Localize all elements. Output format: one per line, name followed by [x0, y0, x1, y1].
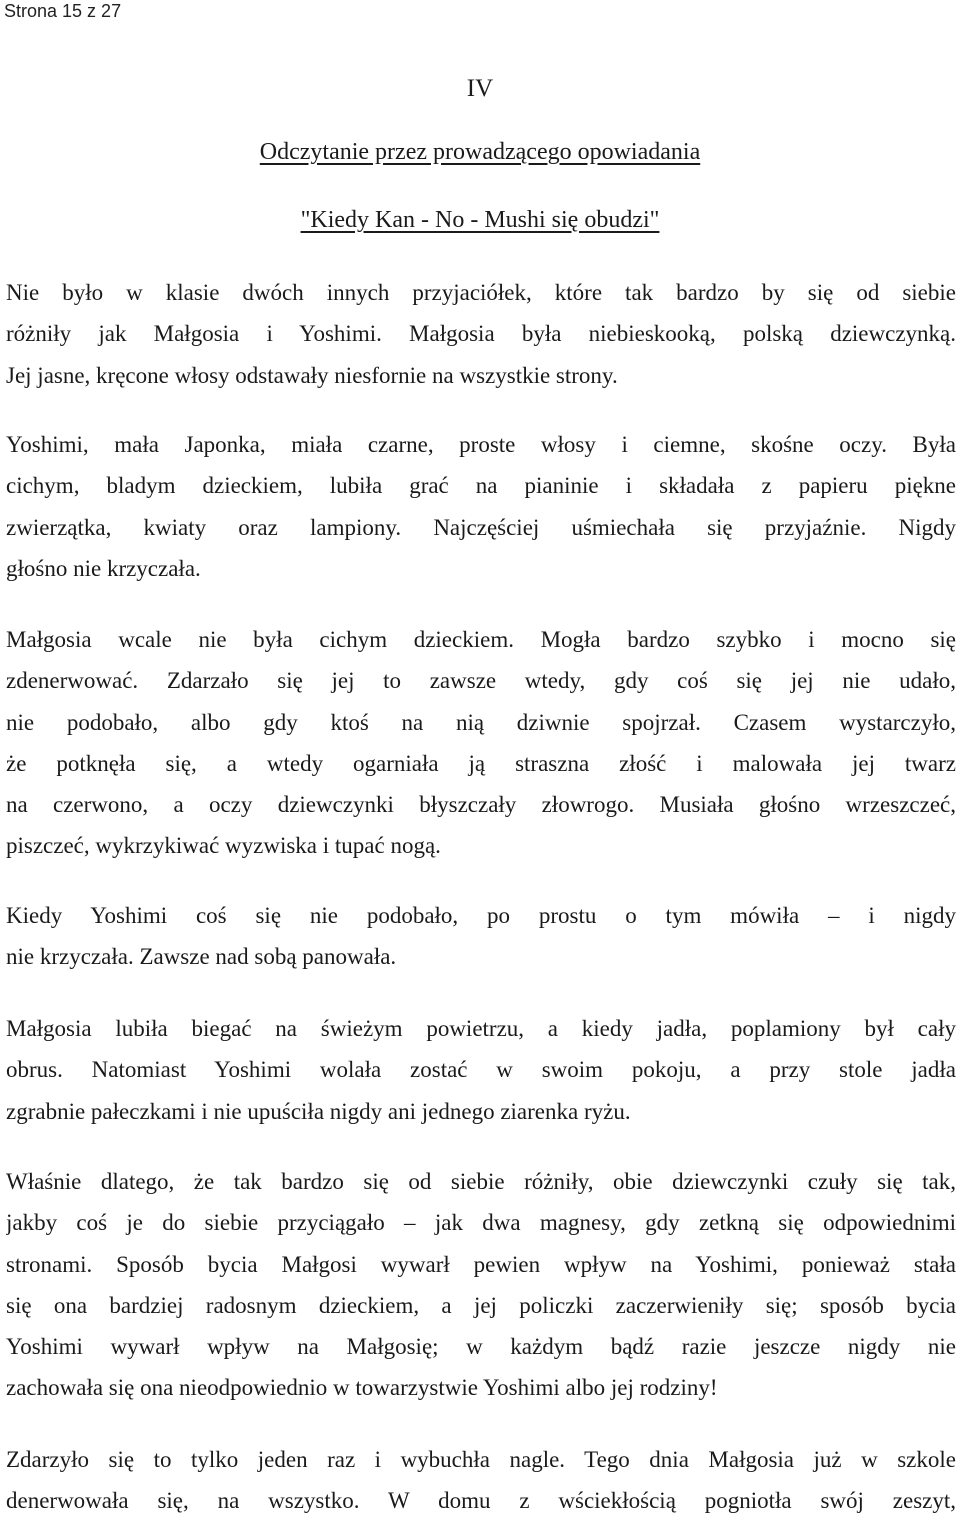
text-line: że potknęła się, a wtedy ogarniała ją straszna złość i malowała jej twarz — [6, 750, 956, 776]
text-line: obrus. Natomiast Yoshimi wolała zostać w swoim pokoju, a przy stole jadła — [6, 1057, 956, 1083]
text-line: Małgosia lubiła biegać na świeżym powietrzu, a kiedy jadła, poplamiony był cały — [6, 1016, 956, 1041]
document-title: Odczytanie przez prowadzącego opowiadania — [259, 139, 701, 165]
text-line: się ona bardziej radosnym dzieckiem, a jej policzki zaczerwieniły się; sposób bycia — [6, 1292, 956, 1318]
text-line: Yoshimi, mała Japonka, miała czarne, proste włosy i ciemne, skośne oczy. Była — [6, 432, 956, 457]
text-line: stronami. Sposób bycia Małgosi wywarł pewien wpływ na Yoshimi, ponieważ stała — [6, 1251, 956, 1277]
text-line: denerwowała się, na wszystko. W domu z wściekłością pogniotła swój zeszyt, — [6, 1488, 956, 1514]
text-line: piszczeć, wykrzykiwać wyzwiska i tupać nogą. — [6, 833, 441, 859]
paragraph-1 — [6, 272, 956, 396]
text-line: nie krzyczała. Zawsze nad sobą panowała. — [6, 944, 397, 970]
paragraph-3 — [6, 619, 956, 867]
text-line: głośno nie krzyczała. — [6, 555, 201, 581]
text-line: Yoshimi wywarł wpływ na Małgosię; w każdym bądź razie jeszcze nigdy nie — [6, 1334, 956, 1360]
paragraph-7 — [6, 1439, 956, 1522]
chapter-number: IV — [466, 75, 494, 102]
text-line: Kiedy Yoshimi coś się nie podobało, po prostu o tym mówiła – i nigdy — [6, 903, 956, 928]
text-line: zgrabnie pałeczkami i nie upuściła nigdy ani jednego ziarenka ryżu. — [6, 1098, 631, 1124]
text-line: Właśnie dlatego, że tak bardzo się od siebie różniły, obie dziewczynki czuły się tak, — [6, 1169, 956, 1194]
text-line: Zdarzyło się to tylko jeden raz i wybuchła nagle. Tego dnia Małgosia już w szkole — [6, 1447, 956, 1472]
page-number-label: Strona 15 z 27 — [4, 1, 122, 21]
text-line: Nie było w klasie dwóch innych przyjaciółek, które tak bardzo by się od siebie — [6, 280, 956, 305]
text-line: zwierzątka, kwiaty oraz lampiony. Najczęściej uśmiechała się przyjaźnie. Nigdy — [6, 514, 956, 540]
text-line: Jej jasne, kręcone włosy odstawały niesfornie na wszystkie strony. — [6, 362, 618, 388]
text-line: jakby coś je do siebie przyciągało – jak dwa magnesy, gdy zetkną się odpowiednimi — [6, 1210, 956, 1236]
text-line: cichym, bladym dzieckiem, lubiła grać na pianinie i składała z papieru piękne — [6, 473, 956, 499]
text-line: Małgosia wcale nie była cichym dzieckiem. Mogła bardzo szybko i mocno się — [6, 627, 956, 652]
story-title: "Kiedy Kan - No - Mushi się obudzi" — [300, 207, 660, 233]
text-line: nie podobało, albo gdy ktoś na nią dziwnie spojrzał. Czasem wystarczyło, — [6, 709, 956, 735]
paragraph-2 — [6, 424, 956, 589]
paragraph-6 — [6, 1161, 956, 1409]
text-line: zdenerwować. Zdarzało się jej to zawsze wtedy, gdy coś się jej nie udało, — [6, 668, 956, 694]
text-line: zachowała się ona nieodpowiednio w towarzystwie Yoshimi albo jej rodziny! — [6, 1375, 718, 1401]
paragraph-4 — [6, 895, 956, 978]
text-line: różniły jak Małgosia i Yoshimi. Małgosia była niebieskooką, polską dziewczynką. — [6, 321, 956, 347]
paragraph-5 — [6, 1008, 956, 1132]
text-line: na czerwono, a oczy dziewczynki błyszczały złowrogo. Musiała głośno wrzeszczeć, — [6, 792, 956, 818]
